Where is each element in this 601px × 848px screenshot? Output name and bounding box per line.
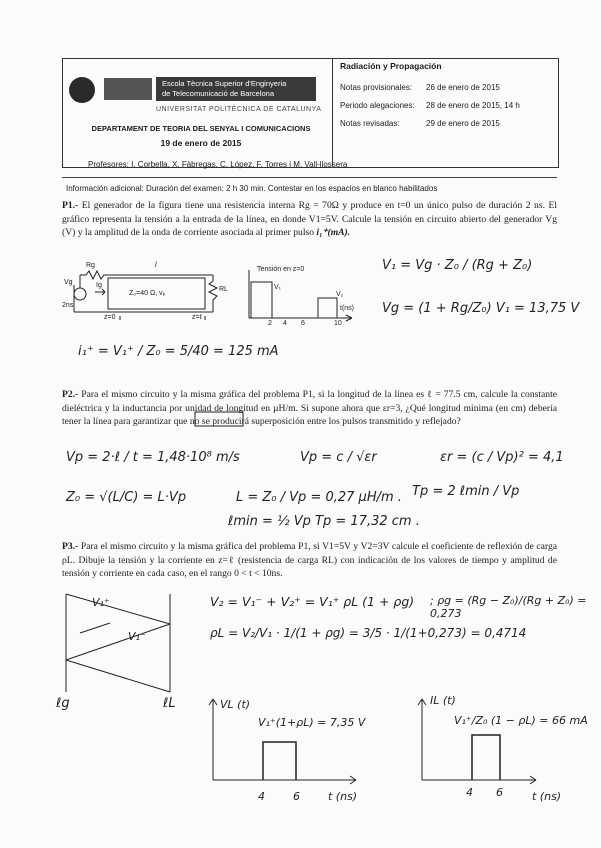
notes-value-1: 26 de enero de 2015 [426, 83, 500, 92]
p1-hand-3: i₁⁺ = V₁⁺ / Z₀ = 5/40 = 125 mA [78, 344, 279, 359]
school-line-1: Escola Tècnica Superior d'Enginyeria [162, 79, 287, 88]
p3-hand-3: ρL = V₂/V₁ · 1/(1 + ρg) = 3/5 · 1/(1+0,273) = 0,4714 [210, 626, 527, 640]
p2-statement [62, 388, 557, 429]
p1-hand-1: V₁ = Vg · Z₀ / (Rg + Z₀) [382, 258, 533, 273]
circuit-vg: Vg [64, 279, 73, 286]
p2-hand-2: Vp = c / √εr [300, 450, 377, 465]
course-title: Radiación y Propagación [340, 61, 442, 71]
il-axis-label: IL (t) [430, 694, 456, 707]
p3-statement [62, 540, 557, 581]
p3-hand-2: ; ρg = (Rg − Z₀)/(Rg + Z₀) = 0,273 [430, 594, 587, 620]
p1-label: P1.- [62, 200, 79, 211]
school-line-2: de Telecomunicació de Barcelona [162, 89, 275, 98]
p2-text: Para el mismo circuito y la misma gráfica del problema P1, si la longitud de la línea es ℓ = 77.5 cm, calcule la constante dieléctrica y la inductancia por unidad de longitud en µH/m. Si supone ahora que εr=3, ¿Qué longitud mínima (en cm) debería tener la línea para garantizar que no se producirá superposición entre los pulsos transmitido y reflejado? [62, 389, 557, 427]
lattice-v1m: V₁⁻ [128, 630, 146, 643]
university-name: UNIVERSITAT POLITÈCNICA DE CATALUNYA [156, 106, 322, 113]
circuit-zlpos: z=ℓ [192, 314, 202, 321]
p1-hand-2: Vg = (1 + Rg/Z₀) V₁ = 13,75 V [382, 301, 580, 316]
il-value: V₁⁺/Z₀ (1 − ρL) = 66 mA [454, 714, 588, 727]
il-tick-4: 4 [466, 786, 473, 799]
p3-vl-graph [209, 699, 356, 784]
graph-tick-2: 2 [268, 320, 272, 327]
p2-hand-7: ℓmin = ½ Vp Tp = 17,32 cm . [228, 514, 420, 529]
exam-date: 19 de enero de 2015 [160, 138, 242, 148]
graph-title: Tensión en z=0 [257, 266, 305, 273]
department: DEPARTAMENT DE TEORIA DEL SENYAL I COMUNICACIONS [91, 124, 311, 133]
p3-label: P3.- [62, 541, 79, 552]
p2-hand-4: Z₀ = √(L/C) = L·Vp [66, 490, 187, 505]
lattice-ll: ℓL [163, 696, 176, 711]
circuit-l: l [155, 262, 157, 269]
p1-question-symbol: i₁⁺(mA). [316, 227, 351, 238]
graph-t: t(ns) [340, 305, 354, 312]
il-tick-6: 6 [496, 786, 503, 799]
p2-hand-5: L = Z₀ / Vp = 0,27 µH/m . [236, 490, 402, 505]
graph-tick-6: 6 [301, 320, 305, 327]
p3-lattice-diagram [66, 594, 170, 692]
graph-v1: V₁ [274, 284, 282, 291]
notes-label-1: Notas provisionales: [340, 83, 413, 92]
p2-hand-6: Tp = 2 ℓmin / Vp [412, 484, 520, 499]
graph-v2: V₂ [336, 291, 344, 298]
vl-value: V₁⁺(1+ρL) = 7,35 V [258, 716, 366, 729]
circuit-z0pos: z=0 [104, 314, 116, 321]
notes-label-2: Periodo alegaciones: [340, 101, 415, 110]
p3-text: Para el mismo circuito y la misma gráfica del problema P1, si V1=5V y V2=3V calcule el coeficiente de reflexión de carga ρL. Dibuje la tensión y la corriente en z=ℓ (resistencia de carga RL) con indicación de los valores de tiempo y amplitud de tensión y corriente en cada caso, en el rango 0 < t < 10ns. [62, 541, 557, 579]
p2-label: P2.- [62, 389, 79, 400]
vl-t-axis: t (ns) [328, 790, 358, 803]
graph-tick-10: 10 [334, 320, 342, 327]
p1-text: El generador de la figura tiene una resistencia interna Rg = 70Ω y produce en t=0 un único pulso de duración 2 ns. El gráfico representa la tensión a la entrada de la línea, en donde V1=5V. Calcule la tensión en circuito abierto del generador Vg (V) y la amplitud de la onda de corriente asociada al primer pulso [62, 200, 557, 238]
vl-tick-4: 4 [258, 790, 265, 803]
p2-hand-1: Vp = 2·ℓ / t = 1,48·10⁸ m/s [66, 450, 240, 465]
graph-tick-4: 4 [283, 320, 287, 327]
circuit-ig: Ig [96, 282, 102, 289]
notes-value-3: 29 de enero de 2015 [426, 119, 500, 128]
vl-tick-6: 6 [293, 790, 300, 803]
notes-value-2: 28 de enero de 2015, 14 h [426, 101, 520, 110]
p3-il-graph [418, 699, 536, 784]
circuit-rg: Rg [86, 262, 95, 269]
lattice-lg: ℓg [56, 696, 70, 711]
notes-label-3: Notas revisadas: [340, 119, 400, 128]
circuit-z0: Z₀=40 Ω, vₚ [129, 290, 166, 297]
vl-axis-label: VL (t) [220, 698, 251, 711]
professors: Profesores: I. Corbella, X. Fàbregas, C. López, F. Torres i M. Vall-llossera [88, 160, 348, 169]
additional-info: Información adicional: Duración del examen: 2 h 30 min. Contestar en los espacios en blanco habilitados [66, 184, 438, 193]
lattice-v1p: V₁⁺ [92, 596, 110, 609]
p2-hand-3: εr = (c / Vp)² = 4,1 [440, 450, 564, 465]
circuit-2ns: 2ns [62, 302, 74, 309]
circuit-rl: RL [219, 286, 228, 293]
il-t-axis: t (ns) [532, 790, 562, 803]
p3-hand-1: V₂ = V₁⁻ + V₂⁺ = V₁⁺ ρL (1 + ρg) [210, 594, 415, 609]
